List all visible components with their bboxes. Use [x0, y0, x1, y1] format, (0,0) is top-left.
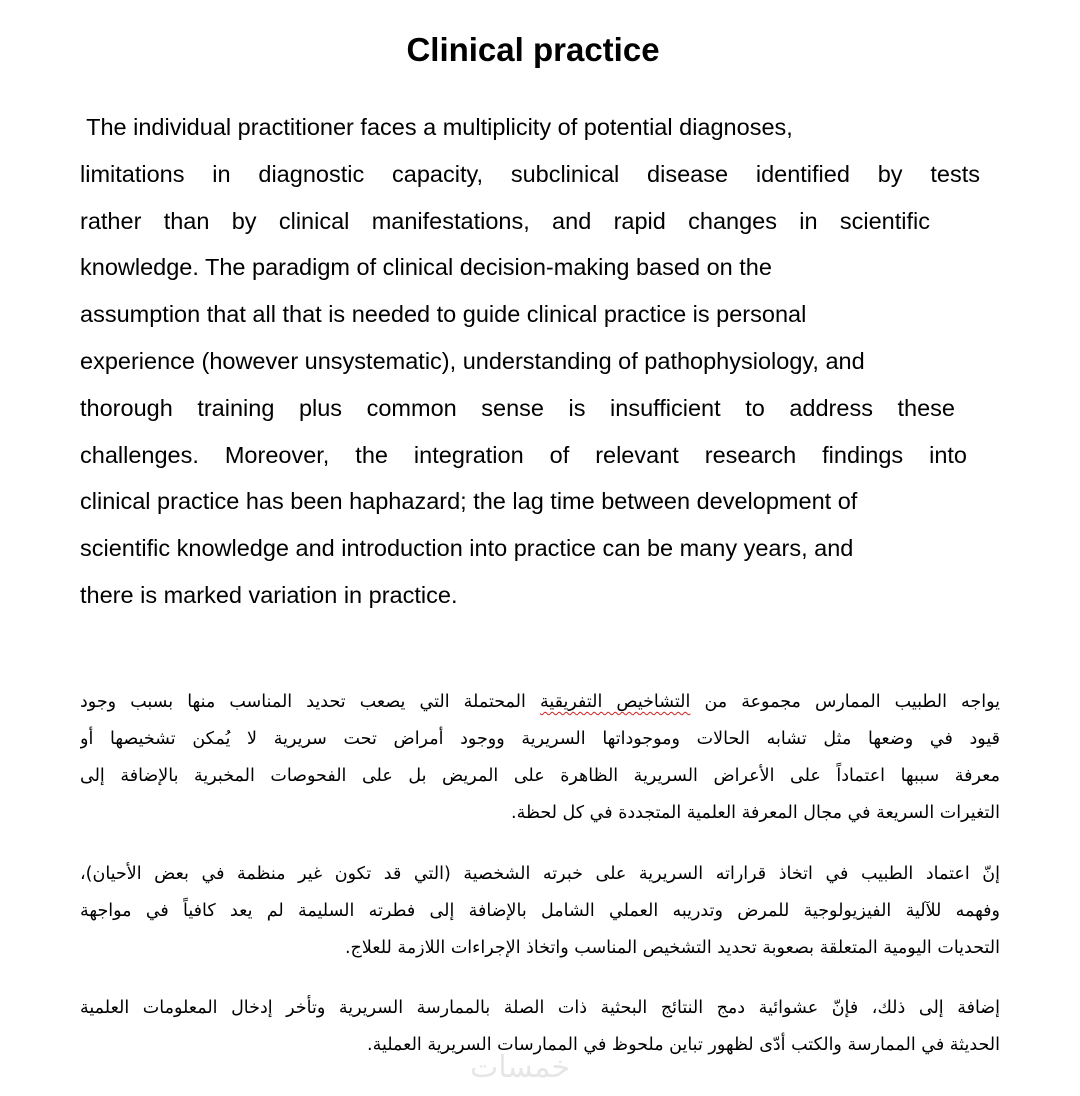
arabic-paragraph-2: [80, 856, 1000, 967]
english-line: experience (however unsystematic), understanding of pathophysiology, and: [80, 347, 865, 374]
english-line: knowledge. The paradigm of clinical decision-making based on the: [80, 254, 772, 281]
english-line: The individual practitioner faces a multiplicity of potential diagnoses,: [80, 114, 793, 140]
watermark: خمسات: [470, 1050, 571, 1085]
arabic-line: [80, 684, 1000, 721]
english-line: assumption that all that is needed to guide clinical practice is personal: [80, 301, 807, 328]
arabic-line: إنّ اعتماد الطبيب في اتخاذ قراراته السريرية على خبرته الشخصية (التي قد تكون غير منظمة في بعض الأحيان)،: [80, 864, 1000, 884]
arabic-text: المحتملة التي يصعب تحديد المناسب منها بسبب وجود: [80, 692, 540, 712]
document-title: Clinical practice: [406, 31, 660, 68]
arabic-text: يواجه الطبيب الممارس مجموعة من: [690, 692, 1000, 712]
arabic-line: إضافة إلى ذلك، فإنّ عشوائية دمج النتائج البحثية ذات الصلة بالممارسة السريرية وتأخر إدخال المعلومات العلمية: [80, 998, 1000, 1018]
arabic-line: الحديثة في الممارسة والكتب أدّى لظهور تباين ملحوظ في الممارسات السريرية العملية.: [367, 1035, 1000, 1055]
english-line: scientific knowledge and introduction into practice can be many years, and: [80, 535, 854, 562]
english-line: clinical practice has been haphazard; the lag time between development of: [80, 488, 858, 515]
arabic-line: قيود في وضعها مثل تشابه الحالات وموجوداتها السريرية ووجود أمراض تحت سريرية لا يُمكن تشخيصها أو: [80, 729, 1000, 749]
english-line: limitations in diagnostic capacity, subclinical disease identified by tests: [80, 160, 980, 187]
arabic-paragraph-1: [80, 684, 1000, 832]
english-paragraph: [80, 104, 980, 619]
english-line: there is marked variation in practice.: [80, 581, 458, 608]
english-line: thorough training plus common sense is insufficient to address these: [80, 394, 955, 421]
arabic-line: التغيرات السريعة في مجال المعرفة العلمية المتجددة في كل لحظة.: [511, 803, 1000, 823]
english-line: rather than by clinical manifestations, and rapid changes in scientific: [80, 207, 930, 234]
spellcheck-flagged-text[interactable]: التشاخيص التفريقية: [539, 692, 691, 712]
arabic-line: وفهمه للآلية الفيزيولوجية للمرض وتدريبه العملي الشامل بالإضافة إلى فطرته السليمة لم يعد كافياً في مواجهة: [80, 901, 1000, 921]
arabic-line: التحديات اليومية المتعلقة بصعوبة تحديد التشخيص المناسب واتخاذ الإجراءات اللازمة للعلاج.: [344, 938, 1000, 958]
english-line: challenges. Moreover, the integration of relevant research findings into: [80, 441, 967, 468]
arabic-line: معرفة سببها اعتماداً على الأعراض السريرية الظاهرة على المريض بل على الفحوصات المخبرية بالإضافة إلى: [80, 766, 1000, 786]
